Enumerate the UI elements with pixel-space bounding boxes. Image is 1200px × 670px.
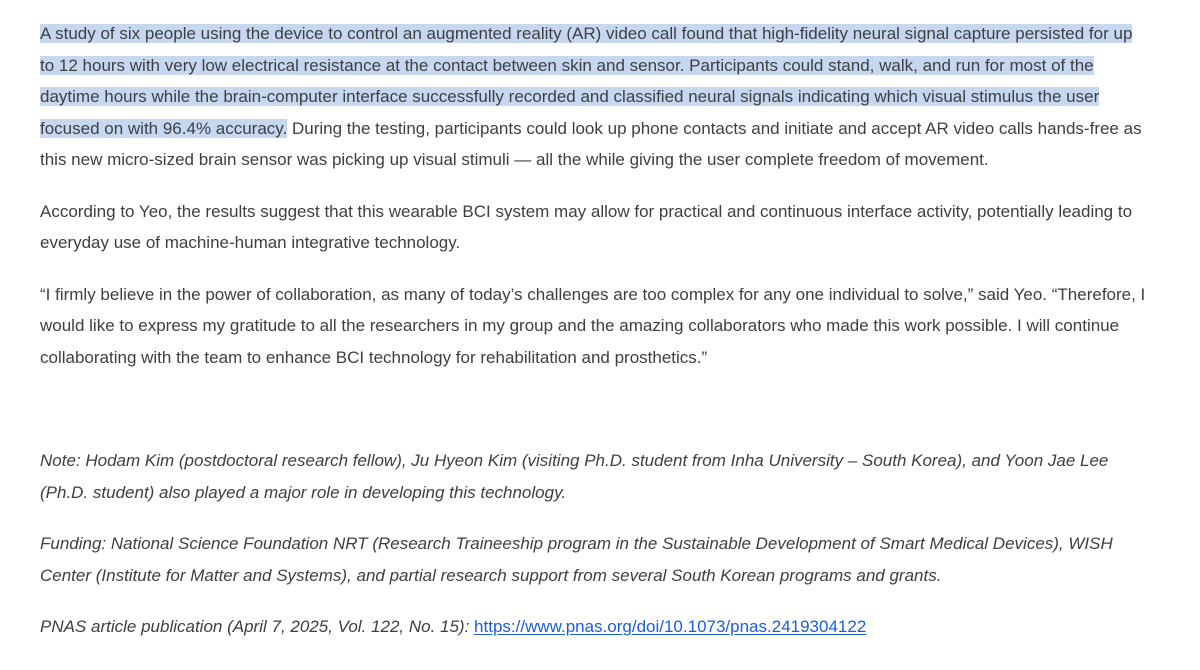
article-body <box>40 18 1150 663</box>
pnas-article-link[interactable]: https://www.pnas.org/doi/10.1073/pnas.2419304122 <box>474 617 867 636</box>
paragraph-yeo-results: According to Yeo, the results suggest that this wearable BCI system may allow for practical and continuous interface activity, potentially leading to everyday use of machine-human integrative technology. <box>40 201 1133 252</box>
section-spacer <box>40 393 1150 445</box>
paragraph-yeo-quote: “I firmly believe in the power of collaboration, as many of today’s challenges are too complex for any one individual to solve,” said Yeo. “Therefore, I would like to express my gratitude to all the researchers in my group and the amazing collaborators who made this work possible. I will continue collaborating with the team to enhance BCI technology for rehabilitation and prosthetics.” <box>40 284 1146 367</box>
funding-paragraph: Funding: National Science Foundation NRT (Research Traineeship program in the Sustainable Development of Smart Medical Devices), WISH Center (Institute for Matter and Systems), and partial research support from several South Korean programs and grants. <box>40 534 1113 585</box>
selected-text-highlight[interactable]: A study of six people using the device to control an augmented reality (AR) video call found that high-fidelity neural signal capture persisted for up to 12 hours with very low electrical resistance at the contact between skin and sensor. Participants could stand, walk, and run for most of the daytime hours while the brain-computer interface successfully recorded and classified neural signals indicating which visual stimulus the user focused on with 96.4% accuracy. <box>40 24 1133 138</box>
publication-label: PNAS article publication (April 7, 2025, Vol. 122, No. 15): <box>40 617 475 636</box>
paragraph-study-results-continued: During the testing, participants could look up phone contacts and initiate and accept AR video calls hands-free as this new micro-sized brain sensor was picking up visual stimuli — all the while giving the user complete freedom of movement. <box>40 118 1142 169</box>
paragraph-study-results <box>40 18 1150 176</box>
publication-line <box>40 611 1150 643</box>
note-paragraph: Note: Hodam Kim (postdoctoral research fellow), Ju Hyeon Kim (visiting Ph.D. student from Inha University – South Korea), and Yoon Jae Lee (Ph.D. student) also played a major role in developing this technology. <box>40 451 1109 502</box>
